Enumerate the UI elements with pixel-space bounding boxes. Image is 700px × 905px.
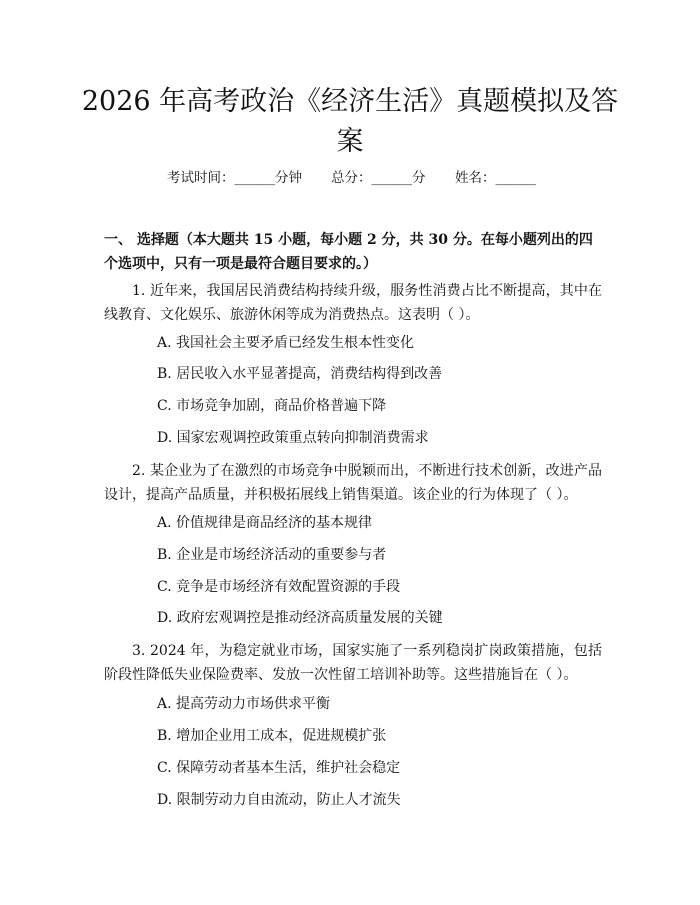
question-1-option-b: B. 居民收入水平显著提高，消费结构得到改善 [157,366,443,382]
question-2-option-a: A. 价值规律是商品经济的基本规律 [157,515,373,531]
question-3-option-b: B. 增加企业用工成本，促进规模扩张 [157,728,387,744]
question-2-option-b: B. 企业是市场经济活动的重要参与者 [157,547,387,563]
question-1-option-a: A. 我国社会主要矛盾已经发生根本性变化 [157,335,415,351]
student-name-label: 姓名：______ [455,170,536,186]
question-1-option-d: D. 国家宏观调控政策重点转向抑制消费需求 [157,430,429,446]
question-2-option-d: D. 政府宏观调控是推动经济高质量发展的关键 [157,610,443,626]
total-score-label: 总分：______分 [331,170,426,186]
question-1-text: 1. 近年来，我国居民消费结构持续升级，服务性消费占比不断提高，其中在线教育、文化娱乐、旅游休闲等成为消费热点。这表明（ ）。 [104,283,602,323]
question-3-option-c: C. 保障劳动者基本生活，维护社会稳定 [157,760,401,776]
section-heading: 一、 选择题（本大题共 15 小题，每小题 2 分，共 30 分。在每小题列出的四个选项中，只有一项是最符合题目要求的。） [104,232,593,272]
question-3-option-d: D. 限制劳动力自由流动，防止人才流失 [157,792,401,808]
question-2-option-c: C. 竞争是市场经济有效配置资源的手段 [157,579,401,595]
page-title: 2026 年高考政治《经济生活》真题模拟及答案 [81,86,619,157]
question-1-option-c: C. 市场竞争加剧，商品价格普遍下降 [157,398,387,414]
question-3-option-a: A. 提高劳动力市场供求平衡 [157,696,331,712]
question-2-text: 2. 某企业为了在激烈的市场竞争中脱颖而出，不断进行技术创新，改进产品设计，提高产品质量，并积极拓展线上销售渠道。该企业的行为体现了（ ）。 [104,463,602,503]
question-3-text: 3. 2024 年，为稳定就业市场，国家实施了一系列稳岗扩岗政策措施，包括阶段性降低失业保险费率、发放一次性留工培训补助等。这些措施旨在（ ）。 [104,643,602,683]
exam-time-label: 考试时间：______分钟 [167,170,302,186]
